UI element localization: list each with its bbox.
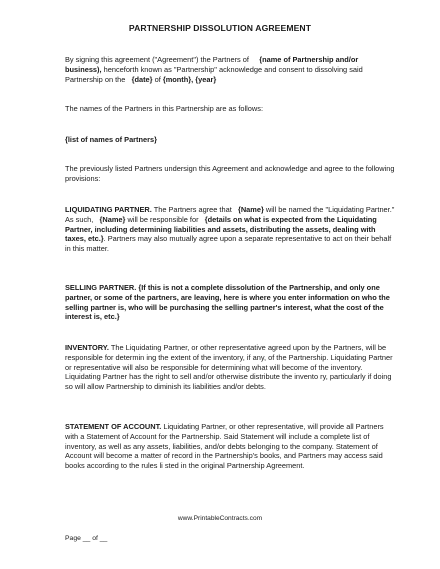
statement-section — [65, 422, 395, 471]
intro-text-3: of — [154, 74, 161, 84]
liquidating-partner-section — [65, 205, 395, 254]
partnership-name-placeholder: {name of Partnership and/or business), — [65, 55, 359, 74]
liquidating-name-placeholder-2: {Name} — [99, 214, 126, 224]
liquidating-text-4: . Partners may also mutually agree upon a separate representative to act on their behalf in this matter. — [65, 234, 392, 254]
selling-partner-section — [65, 283, 395, 322]
names-intro: The names of the Partners in this Partnership are as follows: — [65, 104, 263, 113]
intro-text-1: By signing this agreement ("Agreement") the Partners of — [65, 55, 249, 64]
liquidating-text-2: will be named the "Liquidating Partner." As such, — [65, 205, 395, 224]
liquidating-text-3: will be responsible for — [127, 214, 199, 224]
intro-paragraph — [65, 55, 395, 84]
selling-heading: SELLING PARTNER. — [65, 283, 137, 292]
liquidating-text-1: The Partners agree that — [153, 205, 232, 214]
partner-list-placeholder: {list of names of Partners} — [65, 135, 158, 144]
footer-website: www.PrintableContracts.com — [177, 515, 263, 522]
intro-text-2: henceforth known as "Partnership" acknowledge and consent to dissolving said Partnership on the — [65, 64, 363, 84]
inventory-section — [65, 343, 395, 392]
document-title: PARTNERSHIP DISSOLUTION AGREEMENT — [128, 23, 312, 33]
inventory-heading: INVENTORY. — [65, 343, 109, 352]
liquidating-details-placeholder: {details on what is expected from the Liquidating Partner, including determining liabilities and assets, distributing the assets, dealing with taxes, etc.} — [65, 214, 377, 244]
liquidating-name-placeholder: {Name} — [237, 205, 264, 214]
provisions-intro: The previously listed Partners undersign this Agreement and acknowledge and agree to the following provisions: — [65, 164, 395, 183]
page-number: Page __ of __ — [65, 535, 108, 542]
liquidating-heading: LIQUIDATING PARTNER. — [65, 205, 152, 214]
month-year-placeholder: {month}, {year} — [162, 74, 217, 84]
selling-body: {If this is not a complete dissolution of the Partnership, and only one partner, or some of the partners, are leaving, here is where you enter information on who the selling partner is, who will be purchasing the selling partner's interest, what the cost of the interest is, etc.} — [65, 283, 390, 322]
statement-body: Liquidating Partner, or other representative, will provide all Partners with a Statement of Account for the Partnership. Said Statement will include a complete list of inventory, as well as any assets, liabilities, and/or debts belonging to the company. Statement of Account will become a matter of record in the Partnership's books, and Partners may access said books according to the rules li sted in the original Partnership Agreement. — [65, 422, 384, 471]
statement-heading: STATEMENT OF ACCOUNT. — [65, 422, 162, 431]
inventory-body: The Liquidating Partner, or other representative agreed upon by the Partners, will be responsible for determin ing the extent of the inventory, if any, of the Partnership. Liquidating Partner or representative will also be responsible for determining what will become of the inventory. Liquidating Partner has the right to sell and/or otherwise distribute the invento ry, particularly if doing so will allow Partnership to diminish its liabilities and/or debts. — [65, 343, 393, 392]
date-placeholder: {date} — [131, 74, 153, 84]
